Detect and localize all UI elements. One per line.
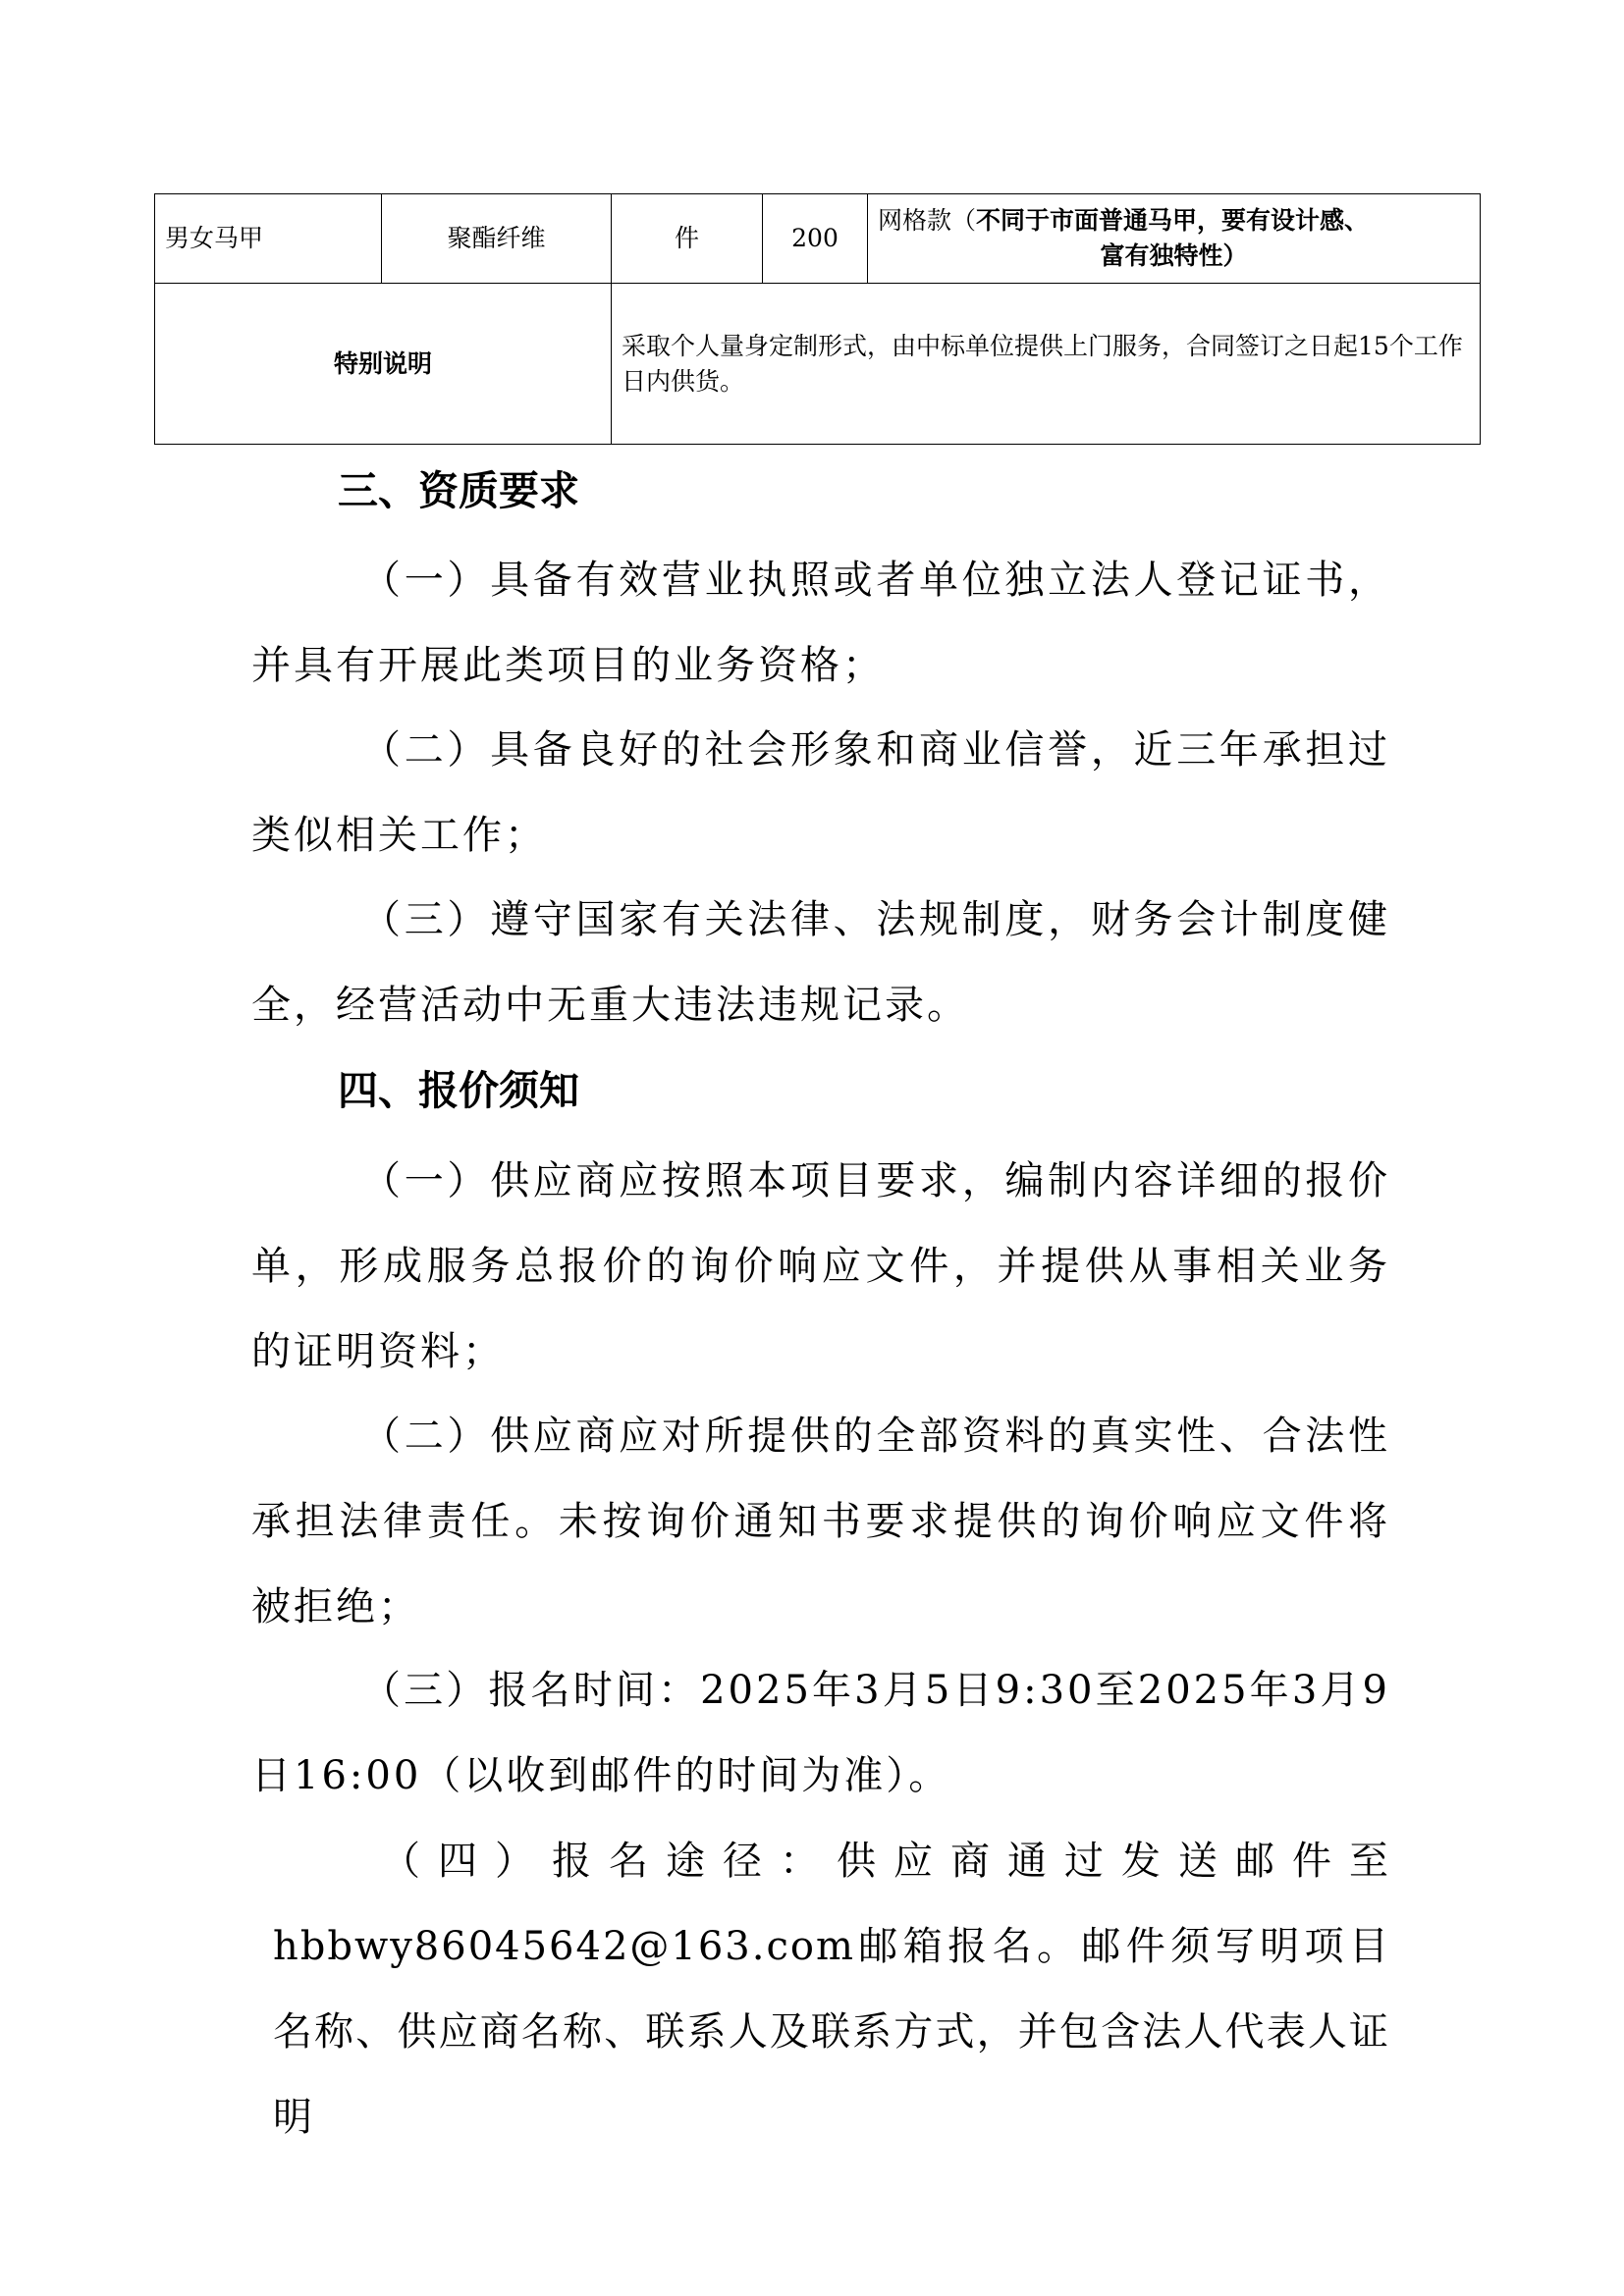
unit-cell: 件: [612, 194, 763, 284]
section3-title: 三、资质要求: [338, 467, 579, 514]
item-name-cell: 男女马甲: [155, 194, 382, 284]
table-row: [155, 194, 1481, 284]
special-description-cell: 采取个人量身定制形式，由中标单位提供上门服务，合同签订之日起15个工作日内供货。: [612, 284, 1481, 445]
section4-title: 四、报价须知: [338, 1067, 579, 1114]
note-prefix: 网格款（: [878, 206, 977, 235]
section4-item-4: （四）报名途径：供应商通过发送邮件至hbbwy86045642@163.com邮箱报名。邮件须写明项目名称、供应商名称、联系人及联系方式，并包含法人代表人证明: [273, 1839, 1390, 2140]
note-cell: [868, 194, 1481, 284]
section4-item-3: （三）报名时间：2025年3月5日9:30至2025年3月9日16:00（以收到邮件的时间为准）。: [251, 1668, 1390, 1798]
spec-table: [154, 193, 1481, 445]
section3-item-3: （三）遵守国家有关法律、法规制度，财务会计制度健全，经营活动中无重大违法违规记录。: [251, 897, 1390, 1028]
section4-item-1: （一）供应商应按照本项目要求，编制内容详细的报价单，形成服务总报价的询价响应文件，并提供从事相关业务的证明资料；: [251, 1158, 1390, 1374]
section3-item-1: （一）具备有效营业执照或者单位独立法人登记证书，并具有开展此类项目的业务资格；: [251, 558, 1390, 688]
note-bold-line2: 富有独特性）: [1100, 241, 1248, 270]
special-label-cell: 特别说明: [155, 284, 612, 445]
section3-item-2: （二）具备良好的社会形象和商业信誉，近三年承担过类似相关工作；: [251, 727, 1390, 858]
note-bold-line1: 不同于市面普通马甲，要有设计感、: [976, 206, 1370, 235]
quantity-cell: 200: [763, 194, 868, 284]
table-row: [155, 284, 1481, 445]
section4-item-2: （二）供应商应对所提供的全部资料的真实性、合法性承担法律责任。未按询价通知书要求提供的询价响应文件将被拒绝；: [251, 1414, 1390, 1629]
material-cell: 聚酯纤维: [382, 194, 612, 284]
